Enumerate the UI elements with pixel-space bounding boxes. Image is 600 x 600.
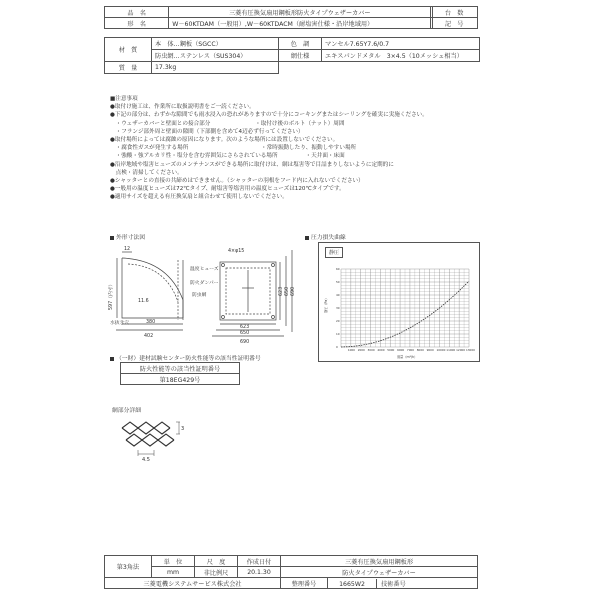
date-label: 作成日付 (238, 556, 281, 567)
chart-x-tick-label: 5000 (387, 348, 395, 352)
chart-x-tick-label: 3000 (367, 348, 375, 352)
dim-right-623: 623 (279, 286, 284, 296)
product-name: 三菱有圧換気扇用鋼板形防火タイプウェザーカバー (169, 7, 431, 18)
fire-cert-title: （一財）建材試験センター防火性能等の該当性証明番号 (110, 353, 261, 362)
header-right-blank (432, 6, 479, 28)
chart-x-tick-label: 10000 (436, 348, 446, 352)
mesh-detail-drawing (118, 414, 188, 462)
doc-no-row (328, 578, 478, 589)
chart-x-tick-label: 13000 (466, 348, 475, 352)
dim-right-690: 690 (291, 286, 296, 296)
chart-y-tick-label: 20 (336, 319, 340, 323)
chart-x-tick-label: 6000 (397, 348, 405, 352)
scale-value: 非比例尺 (195, 567, 238, 578)
notes-block (110, 95, 490, 202)
note-line: ・強酸・強アルカリ性・塩分を含む雰囲気にさらされている場所 ・天井面・床面 (110, 153, 345, 160)
doc-no-label: 整理番号 (281, 578, 328, 589)
quantity-label: 台 数 (431, 7, 478, 18)
name-label: 品 名 (105, 7, 169, 18)
label-fuse: 温度ヒューズ (190, 267, 219, 272)
chart-x-tick-label: 2000 (357, 348, 365, 352)
dim-380: 380 (146, 320, 156, 325)
dim-623: 623 (240, 325, 250, 330)
chart-x-label: 風量（m³/h） (397, 355, 418, 359)
symbol-label: 記 号 (431, 18, 478, 29)
label-mesh: 防虫網 (192, 293, 207, 298)
weight-label: 質 量 (105, 62, 152, 74)
bullet-icon (110, 357, 114, 361)
note-line: ■注意事項 (110, 96, 138, 102)
label-damper: 防火ダンパー (190, 281, 219, 286)
fire-cert-header: 防火性能等の該当性証明番号 (121, 363, 240, 374)
bullet-icon (305, 236, 309, 240)
dim-12: 12 (124, 247, 131, 252)
weight-value: 17.3kg (152, 62, 279, 74)
chart-y-label: 静圧（Pa） (324, 296, 328, 313)
note-line: ●沿岸地域や塩害ヒューズのメンテナンスができる場所に取付けは、網は塩害等で目詰まりしないように定期的に (110, 161, 394, 168)
spec-table (104, 37, 480, 74)
chart-x-tick-label: 4000 (377, 348, 385, 352)
chart-x-tick-label: 9000 (426, 348, 434, 352)
fire-cert-table (120, 362, 240, 385)
model-value: W－60KTDAM（一般用）,W－60KTDACM（耐塩害仕様・沿岸地域用） (169, 18, 431, 29)
mesh-dim-3: 3 (181, 426, 185, 432)
dim-4x15: 4×φ15 (228, 249, 245, 254)
dim-650: 650 (240, 331, 250, 336)
chart-y-tick-label: 10 (336, 332, 340, 336)
title-line-1: 三菱有圧換気扇用鋼板形 (281, 556, 478, 567)
chart-y-tick-label: 40 (336, 293, 340, 297)
chart-x-tick-label: 12000 (456, 348, 466, 352)
mesh-value: エキスパンドメタル 3×4.5（10メッシュ相当） (322, 50, 480, 62)
chart-x-tick-label: 11000 (446, 348, 456, 352)
color-label: 色 調 (279, 38, 322, 50)
mesh-detail-title: 網部分詳細 (112, 408, 141, 414)
bullet-icon (110, 236, 114, 240)
chart-x-tick-label: 1000 (347, 348, 355, 352)
chart-y-tick-label: 60 (336, 267, 340, 271)
unit-label: 単 位 (152, 556, 195, 567)
dim-597: 597（内寸） (109, 281, 114, 310)
footer-table (104, 555, 478, 589)
note-line: ・腐食性ガスが発生する場所 ・常時振動したり、振動しやすい場所 (110, 145, 357, 152)
chart-legend-box: 静圧 (325, 247, 343, 258)
chart-y-tick-label: 30 (336, 306, 340, 310)
note-line: ●一般用の温度ヒューズは72℃タイプ、耐塩害等塩害用の温度ヒューズは120℃タイプです。 (110, 186, 345, 193)
header-table (104, 6, 478, 29)
chart-y-tick-label: 0 (336, 345, 338, 349)
material-label: 材 質 (105, 38, 152, 62)
pressure-chart (319, 243, 479, 361)
dim-690: 690 (240, 340, 250, 345)
material-mesh: 防虫網…ステンレス（SUS304） (152, 50, 279, 62)
note-line: ・ウェザーカバーと壁面との接合部分 ・取付け後のボルト（ナット）周囲 (110, 120, 345, 127)
dimension-title: 外形寸法図 (110, 232, 145, 241)
note-line: ●取付場所によっては腐蝕の原因になります。次のような場所には設置しないでください。 (110, 137, 339, 144)
note-line: ●取付け施工は、作業所に取扱説明書をご一読ください。 (110, 104, 255, 111)
dim-11-6: 11.6 (138, 299, 149, 304)
date-value: 20.1.30 (238, 567, 281, 578)
note-line: ・フランジ部外周と壁面の隙間（下部側を含めて4辺必ず行ってください） (110, 128, 304, 135)
drawing-no-label: 技術番号 (376, 579, 406, 588)
chart-y-tick-label: 50 (336, 280, 340, 284)
doc-no-value: 1665W2 (339, 580, 365, 588)
model-label: 形 名 (105, 18, 169, 29)
company-name: 三菱電機システムサービス株式会社 (105, 578, 281, 589)
label-drain: 水抜き穴 (110, 321, 130, 326)
note-line: ●下記の部分は、わずかな隙間でも雨水浸入の恐れがありますので十分にコーキングまたはシーリングを確実に実施ください。 (110, 112, 428, 119)
fire-cert-number: 第18EG429号 (121, 374, 240, 385)
mesh-label: 網仕様 (279, 50, 322, 62)
dimension-drawing (108, 240, 308, 350)
drawing-class: 第3角法 (105, 556, 152, 578)
title-line-2: 防火タイプウェザーカバー (281, 567, 478, 578)
pressure-title: 圧力損失曲線 (305, 232, 346, 241)
dim-right-650: 650 (285, 286, 290, 296)
mesh-dim-4-5: 4.5 (142, 457, 150, 462)
dim-402: 402 (144, 334, 154, 339)
note-line: ●適用サイズを超える有圧換気扇と組合わせて使用しないでください。 (110, 194, 288, 201)
note-line: ●シャッターとの直接の共締めはできません。（シャッターの羽根をフード内に入れないでください） (110, 178, 364, 185)
material-body: 本 体…鋼板（SGCC） (152, 38, 279, 50)
chart-x-tick-label: 7000 (406, 348, 415, 352)
unit-value: mm (152, 567, 195, 578)
color-value: マンセル7.65Y7.6/0.7 (322, 38, 480, 50)
note-line: 点検・清掃してください。 (110, 169, 183, 176)
chart-x-tick-label: 8000 (416, 348, 424, 352)
pressure-chart-frame (318, 242, 480, 362)
scale-label: 尺 度 (195, 556, 238, 567)
